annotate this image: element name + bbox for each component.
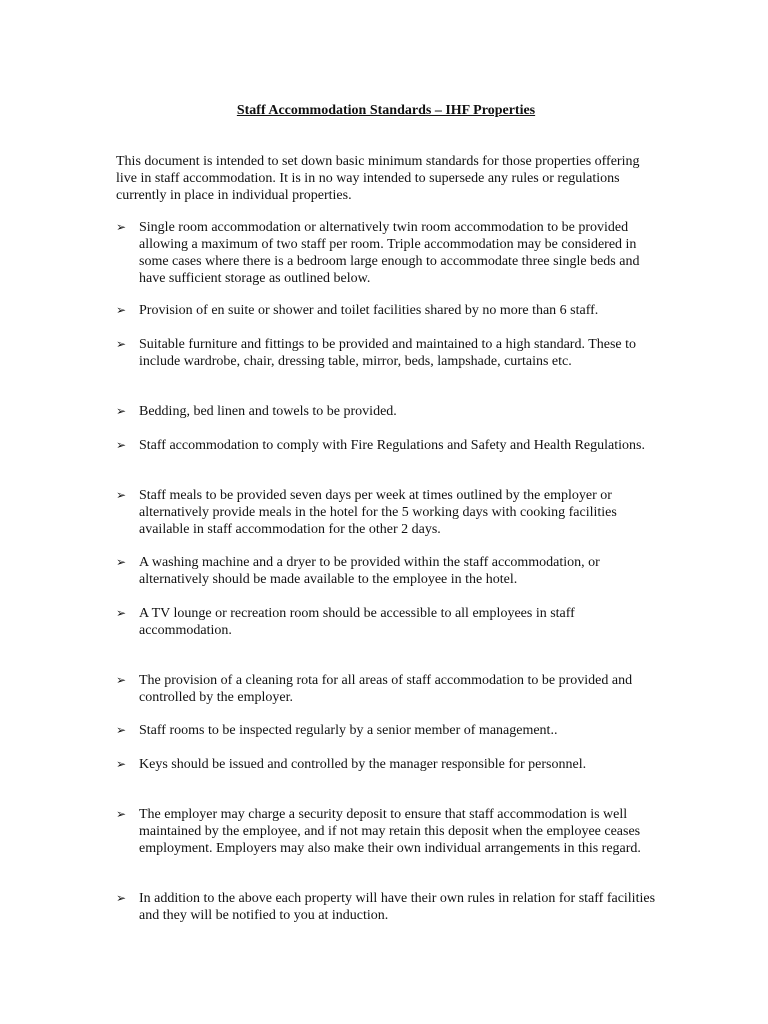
arrow-bullet-icon: ➢ [116, 438, 127, 452]
arrow-bullet-icon: ➢ [116, 807, 127, 821]
list-item [116, 403, 656, 420]
list-item [116, 336, 656, 370]
list-item-text: Suitable furniture and fittings to be provided and maintained to a high standard. These to include wardrobe, chair, dressing table, mirror, beds, lampshade, curtains etc. [139, 337, 637, 369]
arrow-bullet-icon: ➢ [116, 488, 127, 502]
arrow-bullet-icon: ➢ [116, 757, 127, 771]
list-item [116, 890, 656, 924]
list-item-text: Staff meals to be provided seven days per week at times outlined by the employer or alternatively provide meals in the hotel for the 5 working days with cooking facilities available in staff accommodation for the other 2 days. [139, 488, 617, 537]
intro-paragraph: This document is intended to set down basic minimum standards for those properties offering live in staff accommodation. It is in no way intended to supersede any rules or regulations currently in place in individual properties. [116, 154, 640, 203]
list-item [116, 806, 656, 857]
list-item-text: In addition to the above each property will have their own rules in relation for staff facilities and they will be notified to you at induction. [139, 891, 656, 923]
list-item [116, 219, 656, 287]
list-item-text: Keys should be issued and controlled by the manager responsible for personnel. [139, 757, 587, 772]
list-item-text: Staff rooms to be inspected regularly by a senior member of management.. [139, 723, 558, 738]
arrow-bullet-icon: ➢ [116, 220, 127, 234]
list-item [116, 722, 656, 739]
list-item [116, 437, 656, 454]
arrow-bullet-icon: ➢ [116, 606, 127, 620]
list-item-text: The provision of a cleaning rota for all areas of staff accommodation to be provided and controlled by the employer. [139, 673, 633, 705]
list-item-text: A TV lounge or recreation room should be accessible to all employees in staff accommodation. [139, 606, 575, 638]
list-item-text: Provision of en suite or shower and toilet facilities shared by no more than 6 staff. [139, 303, 599, 318]
list-item-text: Single room accommodation or alternatively twin room accommodation to be provided allowing a maximum of two staff per room. Triple accommodation may be considered in some cases where there is a bedroom large enough to accommodate three single beds and have sufficient storage as outlined below. [139, 220, 640, 286]
arrow-bullet-icon: ➢ [116, 673, 127, 687]
list-item [116, 672, 656, 706]
list-item [116, 487, 656, 538]
arrow-bullet-icon: ➢ [116, 555, 127, 569]
arrow-bullet-icon: ➢ [116, 404, 127, 418]
arrow-bullet-icon: ➢ [116, 303, 127, 317]
document-title [0, 103, 768, 119]
list-item [116, 756, 656, 773]
arrow-bullet-icon: ➢ [116, 891, 127, 905]
list-item-text: Bedding, bed linen and towels to be provided. [139, 404, 397, 419]
list-item [116, 302, 656, 319]
arrow-bullet-icon: ➢ [116, 723, 127, 737]
list-item-text: A washing machine and a dryer to be provided within the staff accommodation, or alternatively should be made available to the employee in the hotel. [139, 555, 600, 587]
list-item [116, 605, 656, 639]
arrow-bullet-icon: ➢ [116, 337, 127, 351]
list-item-text: Staff accommodation to comply with Fire Regulations and Safety and Health Regulations. [139, 438, 645, 453]
list-item [116, 554, 656, 588]
document-title-text: Staff Accommodation Standards – IHF Properties [236, 103, 536, 118]
list-item-text: The employer may charge a security deposit to ensure that staff accommodation is well maintained by the employee, and if not may retain this deposit when the employee ceases employment. Employers may also make their own individual arrangements in this regard. [139, 807, 641, 856]
